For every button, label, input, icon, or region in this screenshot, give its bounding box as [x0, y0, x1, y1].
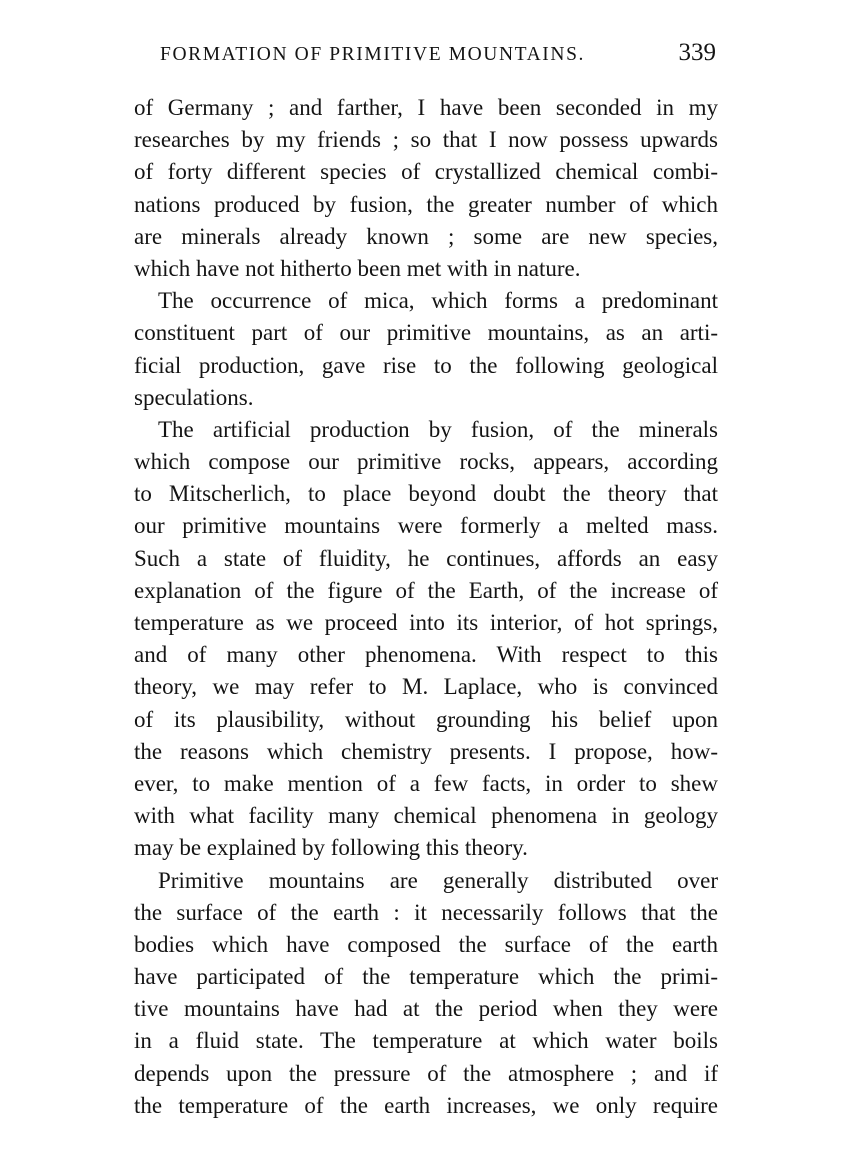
text-line: of forty different species of crystallized chemical combi-	[134, 159, 718, 185]
text-line: have participated of the temperature which the primi-	[134, 964, 718, 990]
text-line: theory, we may refer to M. Laplace, who is convinced	[134, 674, 718, 700]
text-line: Such a state of fluidity, he continues, affords an easy	[134, 545, 718, 571]
text-line: with what facility many chemical phenomena in geology	[134, 803, 718, 829]
text-line: constituent part of our primitive mountains, as an arti-	[134, 320, 718, 346]
text-line: and of many other phenomena. With respect to this	[134, 642, 718, 668]
text-line: speculations.	[134, 384, 254, 410]
text-line: ever, to make mention of a few facts, in order to shew	[134, 770, 718, 796]
body-text	[134, 92, 718, 1122]
text-line: of Germany ; and farther, I have been seconded in my	[134, 95, 718, 120]
paragraph-2	[134, 285, 718, 414]
text-line: the temperature of the earth increases, we only require	[134, 1092, 718, 1118]
page-number: 339	[678, 39, 716, 66]
text-line: are minerals already known ; some are new species,	[134, 223, 718, 249]
text-line: which have not hitherto been met with in nature.	[134, 255, 581, 281]
text-line: the reasons which chemistry presents. I propose, how-	[134, 738, 718, 764]
text-line: explanation of the figure of the Earth, of the increase of	[134, 577, 718, 603]
text-line: bodies which have composed the surface of the earth	[134, 931, 718, 957]
text-line: to Mitscherlich, to place beyond doubt the theory that	[134, 481, 718, 507]
text-line: may be explained by following this theory.	[134, 835, 528, 861]
text-line: tive mountains have had at the period when they were	[134, 996, 718, 1022]
text-line: of its plausibility, without grounding his belief upon	[134, 706, 718, 732]
text-line: the surface of the earth : it necessarily follows that the	[134, 899, 718, 925]
text-line: Primitive mountains are generally distributed over	[158, 867, 718, 893]
text-line: temperature as we proceed into its interior, of hot springs,	[134, 610, 718, 635]
text-line: researches by my friends ; so that I now possess upwards	[134, 127, 718, 153]
paragraph-1	[134, 92, 718, 285]
text-line: depends upon the pressure of the atmosphere ; and if	[134, 1060, 718, 1086]
text-line: ficial production, gave rise to the following geological	[134, 352, 718, 378]
running-head	[160, 40, 716, 70]
running-title: FORMATION OF PRIMITIVE MOUNTAINS.	[160, 44, 586, 65]
text-line: nations produced by fusion, the greater number of which	[134, 191, 718, 217]
text-line: The artificial production by fusion, of the minerals	[158, 416, 718, 442]
text-line: our primitive mountains were formerly a melted mass.	[134, 513, 718, 539]
text-line: in a fluid state. The temperature at which water boils	[134, 1028, 718, 1054]
text-line: which compose our primitive rocks, appears, according	[134, 449, 718, 475]
paragraph-4	[134, 865, 718, 1123]
text-line: The occurrence of mica, which forms a predominant	[158, 288, 718, 314]
paragraph-3	[134, 414, 718, 865]
